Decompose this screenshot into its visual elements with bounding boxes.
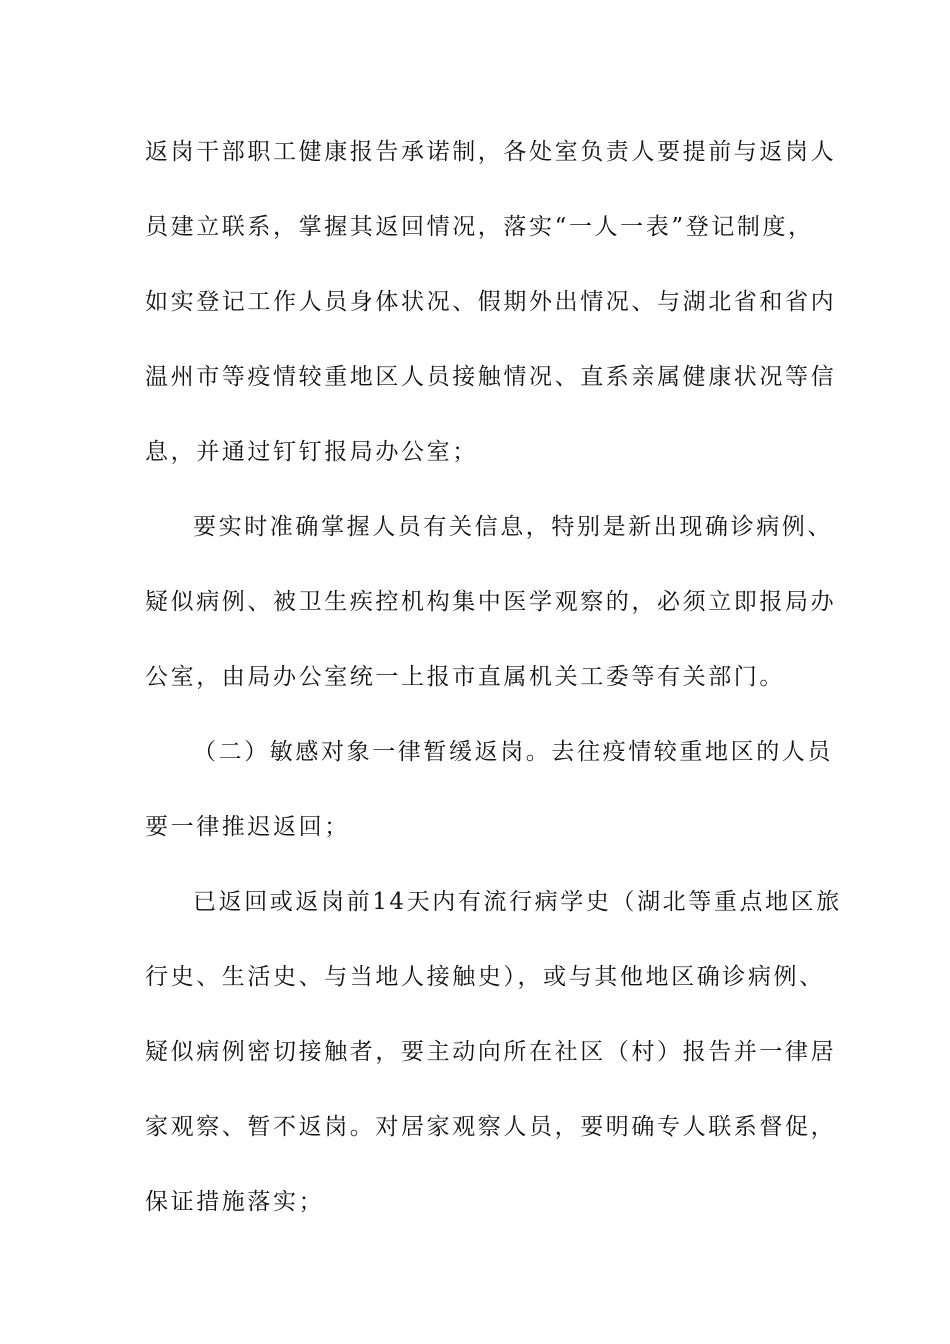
paragraph-2-line-3: 公室，由局办公室统一上报市直属机关工委等有关部门。 [145,664,785,690]
text-line-5: 息，并通过钉钉报局办公室； [145,439,478,465]
text-line-2: 员建立联系，掌握其返回情况，落实“一人一表”登记制度， [145,214,814,240]
paragraph-2-line-2: 疑似病例、被卫生疾控机构集中医学观察的，必须立即报局办 [145,589,837,615]
text-line-3: 如实登记工作人员身体状况、假期外出情况、与湖北省和省内 [145,289,837,315]
paragraph-4-line-4: 家观察、暂不返岗。对居家观察人员，要明确专人联系督促， [145,1114,837,1140]
text-line-4: 温州市等疫情较重地区人员接触情况、直系亲属健康状况等信 [145,364,837,390]
paragraph-4-line-2: 行史、生活史、与当地人接触史），或与其他地区确诊病例、 [145,964,825,990]
text-line-1: 返岗干部职工健康报告承诺制，各处室负责人要提前与返岗人 [145,139,837,165]
paragraph-4-line-1: 已返回或返岗前14天内有流行病学史（湖北等重点地区旅 [193,889,842,915]
section-heading-line-2: 要一律推迟返回； [145,814,350,840]
paragraph-4-line-5: 保证措施落实； [145,1189,325,1215]
paragraph-2-line-1: 要实时准确掌握人员有关信息，特别是新出现确诊病例、 [193,514,833,540]
paragraph-4-line-3: 疑似病例密切接触者，要主动向所在社区（村）报告并一律居 [145,1039,837,1065]
section-heading-line-1: （二）敏感对象一律暂缓返岗。去往疫情较重地区的人员 [193,739,833,765]
